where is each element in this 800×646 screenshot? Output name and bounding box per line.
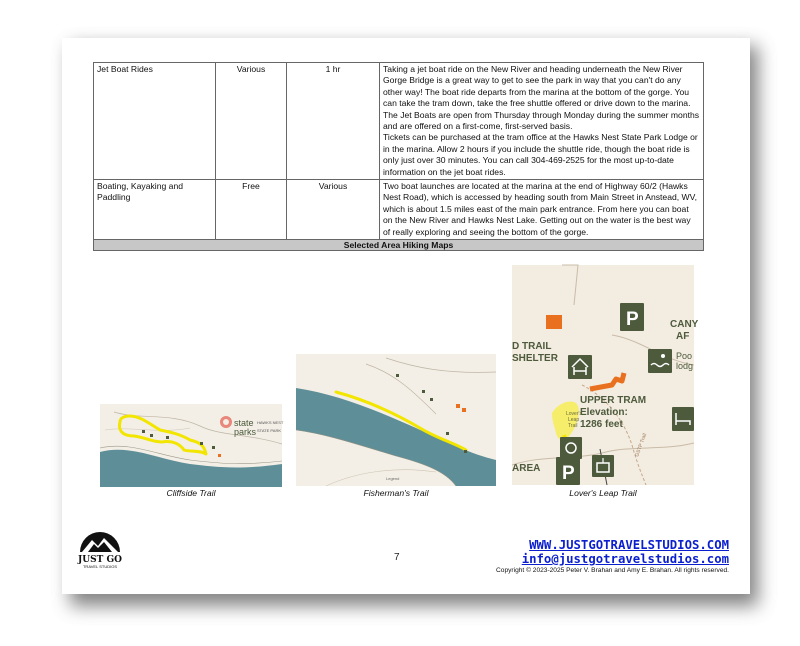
table-row (94, 63, 704, 180)
website-link[interactable]: WWW.JUSTGOTRAVELSTUDIOS.COM (529, 538, 729, 552)
parking-icon: P (562, 463, 575, 484)
copyright-text: Copyright © 2023-2025 Peter V. Brahan and Amy E. Brahan. All rights reserved. (496, 567, 729, 574)
activities-table (93, 62, 704, 251)
upper-tram-elevation-value: 1286 feet (580, 419, 623, 430)
swimming-pool-icon (648, 349, 672, 373)
description-cell: Two boat launches are located at the marina at the end of Highway 60/2 (Hawks Nest Road), which is accessed by heading south from Main Street in Anstead, WV, which is about 1.5 miles east of the main park entrance. From here you can boat on the New River and Hawks Nest Lake. Getting out on the water is the best way of really exploring and seeing the bottom of the gorge. (380, 180, 704, 240)
lovers-leap-label-2: Leap (568, 417, 580, 423)
description-text-2: Tickets can be purchased at the tram office at the Hawks Nest State Park Lodge or in the marina. Allow 2 hours if you include the shuttle ride, though the boat ride is only just over 30 minutes. You can call 304-469-2525 for the most up-to-date information on the jet boat rides. (383, 132, 698, 177)
trail-label-2: SHELTER (512, 353, 558, 364)
canyon-label-1: CANY (670, 319, 699, 330)
lovers-leap-trail-caption: Lover's Leap Trail (569, 488, 637, 498)
pool-label-2: lodg (676, 361, 694, 371)
cliffside-trail-caption: Cliffside Trail (166, 488, 216, 498)
just-go-logo (68, 528, 132, 570)
cost-cell: Various (216, 63, 287, 180)
description-text: Taking a jet boat ride on the New River and heading underneath the New River Gorge Bridge is a great way to get to see the park in way that you can't do any other way! The boat ride departs from the marina at the bottom of the gorge. You can take the tram down, take the free shuttle offered or drive down to the marina. The Jet Boats are open from Thursday through Monday during the summer months and are offered on a first-come, first-served basis. (383, 64, 700, 132)
gstp-trail-label: GSTP Trail (634, 432, 649, 458)
lovers-leap-trail-map (512, 265, 699, 485)
maps-section-header: Selected Area Hiking Maps (94, 240, 704, 251)
document-page (62, 38, 750, 594)
email-link[interactable]: info@justgotravelstudios.com (521, 552, 729, 566)
activity-cell: Jet Boat Rides (94, 63, 216, 180)
logo-subtext: TRAVEL STUDIOS (82, 564, 118, 569)
canyon-label-2: AF (676, 331, 690, 342)
viewpoint-icon (560, 437, 582, 459)
activity-cell: Boating, Kayaking and Paddling (94, 180, 216, 240)
upper-tram-elevation-label: Elevation: (580, 407, 628, 418)
table-row (94, 240, 704, 251)
fishermans-trail-map (296, 354, 496, 486)
duration-cell: 1 hr (287, 63, 380, 180)
state-parks-logo-line1: state (234, 418, 254, 428)
pool-label-1: Poo (676, 351, 693, 361)
description-cell (380, 63, 704, 180)
map-legend-label: Legend (386, 476, 400, 481)
trail-label-1: D TRAIL (512, 341, 552, 352)
duration-cell: Various (287, 180, 380, 240)
parking-icon: P (626, 309, 639, 330)
map-side-text-1: HAWKS NEST (257, 420, 284, 425)
logo-text: JUST GO (78, 555, 122, 565)
footer-contact (496, 538, 729, 574)
upper-tram-title: UPPER TRAM (580, 395, 647, 406)
lovers-leap-label-3: Trail (568, 423, 578, 429)
table-row (94, 180, 704, 240)
map-side-text-2: STATE PARK (257, 428, 282, 433)
area-label: AREA (512, 463, 541, 474)
page-number: 7 (394, 552, 400, 563)
cost-cell: Free (216, 180, 287, 240)
state-parks-logo-line2: parks (234, 427, 257, 437)
fishermans-trail-caption: Fisherman's Trail (363, 488, 429, 498)
lovers-leap-label-1: Lover's (566, 411, 582, 417)
cliffside-trail-map (100, 404, 282, 487)
